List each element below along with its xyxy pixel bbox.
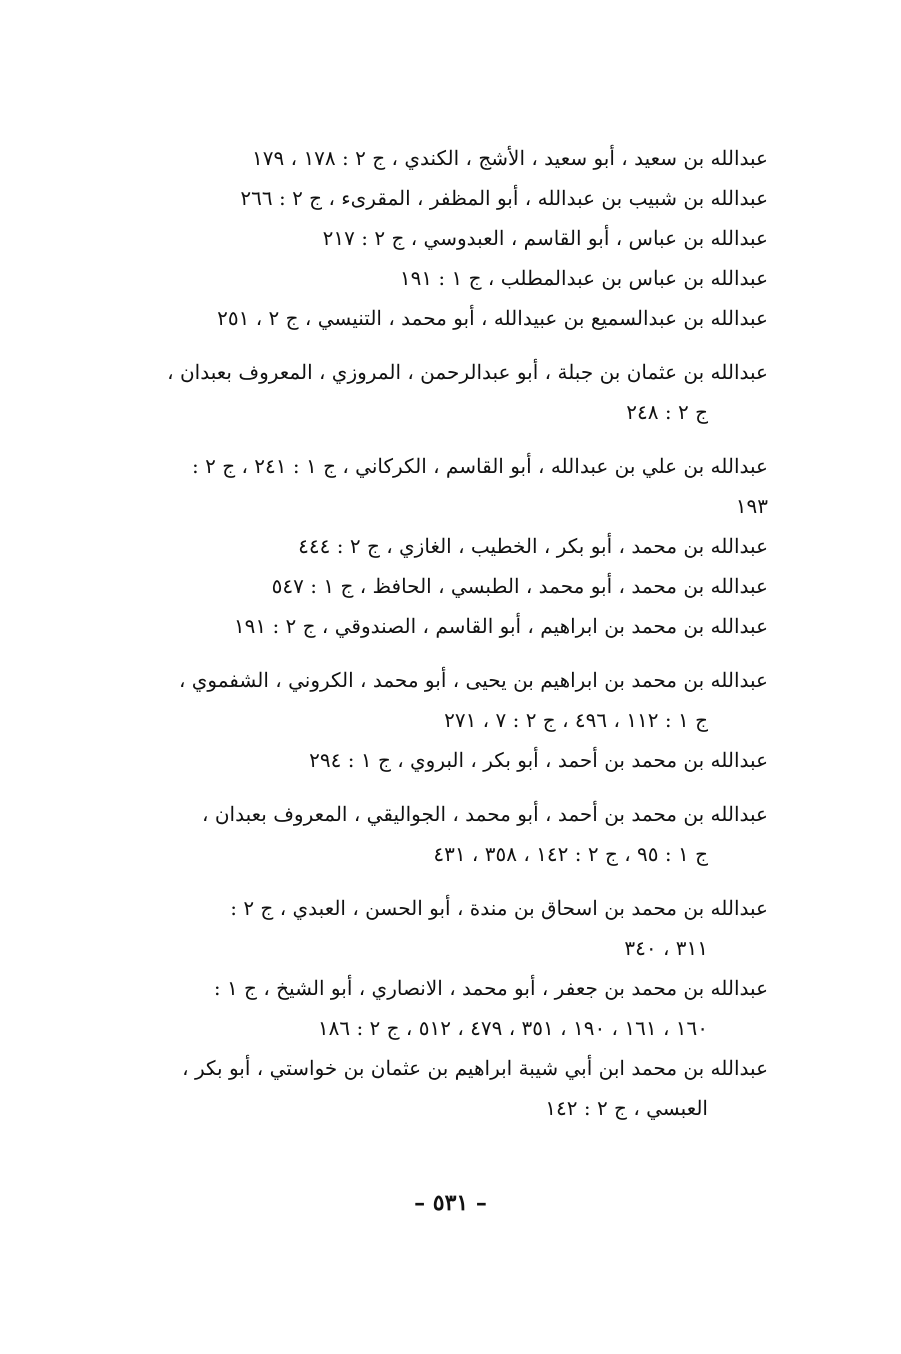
index-entry: عبدالله بن محمد بن ابراهيم ، أبو القاسم ، الصندوقي ، ج ٢ : ١٩١: [233, 614, 768, 638]
entry-continuation: العبسي ، ج ٢ : ١٤٢: [545, 1096, 708, 1120]
index-entry: عبدالله بن محمد ابن أبي شيبة ابراهيم بن عثمان بن خواستي ، أبو بكر ، العبسي ، ج ٢ : ١٤٢: [120, 1048, 768, 1128]
page-number: – ٥٣١ –: [414, 1190, 487, 1216]
index-entry: عبدالله بن عبدالسميع بن عبيدالله ، أبو محمد ، التنيسي ، ج ٢ ، ٢٥١: [217, 306, 768, 330]
index-entry: عبدالله بن شبيب بن عبدالله ، أبو المظفر ، المقرىء ، ج ٢ : ٢٦٦: [240, 186, 768, 210]
index-entry: عبدالله بن محمد بن أحمد ، أبو بكر ، البروي ، ج ١ : ٢٩٤: [309, 748, 768, 772]
index-entry: عبدالله بن علي بن عبدالله ، أبو القاسم ، الكركاني ، ج ١ : ٢٤١ ، ج ٢ : ١٩٣: [120, 446, 768, 526]
entry-continuation: ج ٢ : ٢٤٨: [626, 400, 708, 424]
entry-continuation: ج ١ : ٩٥ ، ج ٢ : ١٤٢ ، ٣٥٨ ، ٤٣١: [433, 842, 708, 866]
index-entry: عبدالله بن محمد ، أبو بكر ، الخطيب ، الغازي ، ج ٢ : ٤٤٤: [298, 534, 768, 558]
index-entry: عبدالله بن محمد ، أبو محمد ، الطبسي ، الحافظ ، ج ١ : ٥٤٧: [271, 574, 768, 598]
index-entry: عبدالله بن محمد بن اسحاق بن مندة ، أبو الحسن ، العبدي ، ج ٢ : ٣١١ ، ٣٤٠: [120, 888, 768, 968]
index-entry: عبدالله بن محمد بن ابراهيم بن يحيى ، أبو محمد ، الكروني ، الشفموي ، ج ١ : ١١٢ ، ٤٩٦ ، ج ٢ : ٧ ، ٢٧١: [120, 660, 768, 740]
entry-continuation: ١٦٠ ، ١٦١ ، ١٩٠ ، ٣٥١ ، ٤٧٩ ، ٥١٢ ، ج ٢ : ١٨٦: [317, 1016, 708, 1040]
entry-continuation: ج ١ : ١١٢ ، ٤٩٦ ، ج ٢ : ٧ ، ٢٧١: [444, 708, 708, 732]
index-entry: عبدالله بن محمد بن أحمد ، أبو محمد ، الجواليقي ، المعروف بعبدان ، ج ١ : ٩٥ ، ج ٢ : ١٤٢ ، ٣٥٨ ، ٤٣١: [120, 794, 768, 874]
index-entry: عبدالله بن سعيد ، أبو سعيد ، الأشج ، الكندي ، ج ٢ : ١٧٨ ، ١٧٩: [252, 146, 768, 170]
index-entry: عبدالله بن عثمان بن جبلة ، أبو عبدالرحمن ، المروزي ، المعروف بعبدان ، ج ٢ : ٢٤٨: [120, 352, 768, 432]
index-entry: عبدالله بن عباس بن عبدالمطلب ، ج ١ : ١٩١: [399, 266, 768, 290]
entry-continuation: ٣١١ ، ٣٤٠: [624, 936, 708, 960]
index-list: [120, 138, 768, 1128]
index-entry: عبدالله بن محمد بن جعفر ، أبو محمد ، الانصاري ، أبو الشيخ ، ج ١ : ١٦٠ ، ١٦١ ، ١٩٠ ، ٣٥١ ، ٤٧٩ ، ٥١٢ ، ج ٢ : ١٨٦: [120, 968, 768, 1048]
index-entry: عبدالله بن عباس ، أبو القاسم ، العبدوسي ، ج ٢ : ٢١٧: [322, 226, 768, 250]
entry-continuation: ١٩٣: [735, 494, 768, 518]
